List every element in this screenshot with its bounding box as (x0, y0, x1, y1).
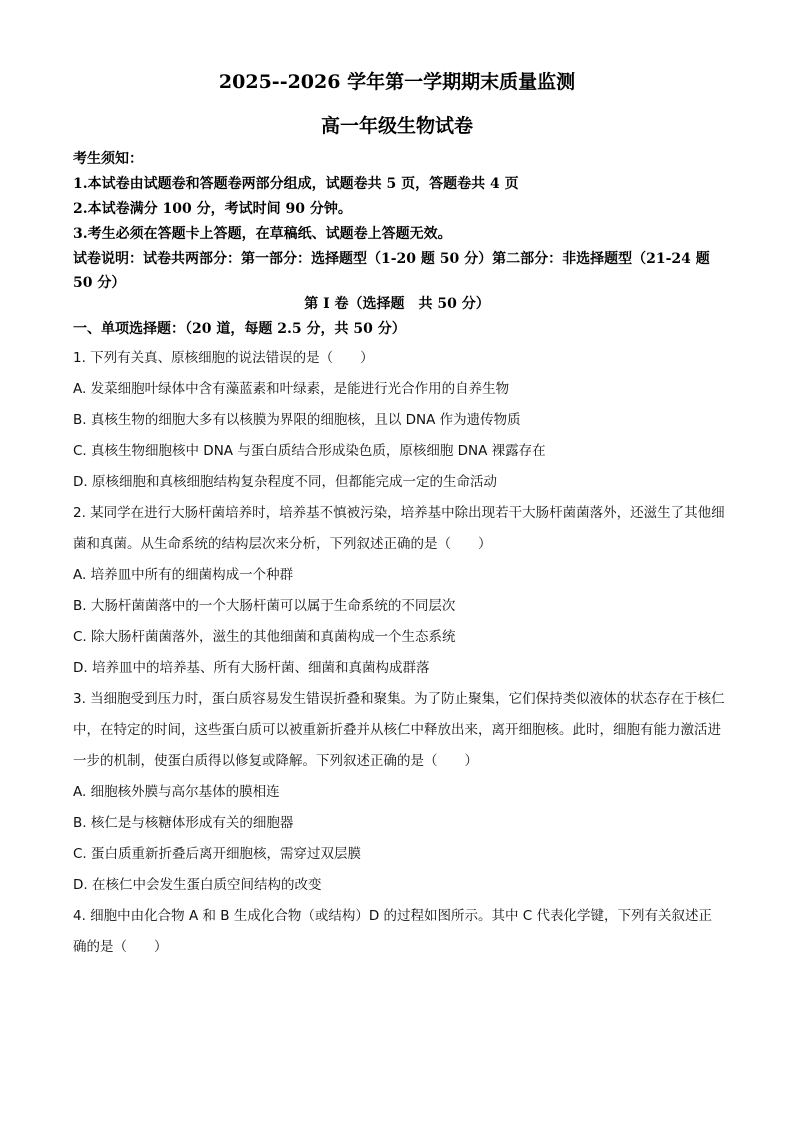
question-1 (73, 343, 725, 498)
candidate-notice (73, 147, 733, 295)
option-c: C. 真核生物细胞核中 DNA 与蛋白质结合形成染色质，原核细胞 DNA 裸露存在 (73, 443, 546, 459)
option-b: B. 真核生物的细胞大多有以核膜为界限的细胞核，且以 DNA 作为遗传物质 (73, 412, 521, 428)
exam-structure-note: 试卷说明：试卷共两部分：第一部分：选择题型（1-20 题 50 分）第二部分：非选择题型（21-24 题 50 分） (73, 251, 710, 291)
part-one-heading: 第 I 卷（选择题 共 50 分） (304, 296, 490, 312)
option-b: B. 核仁是与核糖体形成有关的细胞器 (73, 815, 294, 831)
question-2 (73, 498, 725, 684)
option-a: A. 细胞核外膜与高尔基体的膜相连 (73, 784, 280, 800)
option-a: A. 培养皿中所有的细菌构成一个种群 (73, 567, 294, 583)
question-4 (73, 901, 725, 963)
section-heading: 一、单项选择题：（20 道，每题 2.5 分，共 50 分） (73, 321, 406, 337)
exam-title: 2025--2026 学年第一学期期末质量监测 (218, 71, 576, 93)
option-d: D. 在核仁中会发生蛋白质空间结构的改变 (73, 877, 322, 893)
question-stem: 3. 当细胞受到压力时，蛋白质容易发生错误折叠和聚集。为了防止聚集，它们保持类似液体的状态存在于核仁中，在特定的时间，这些蛋白质可以被重新折叠并从核仁中释放出来，离开细胞核。此时，细胞有能力激活进一步的机制，使蛋白质得以修复或降解。下列叙述正确的是（ ） (73, 691, 725, 769)
option-d: D. 原核细胞和真核细胞结构复杂程度不同，但都能完成一定的生命活动 (73, 474, 497, 490)
question-stem: 2. 某同学在进行大肠杆菌培养时，培养基不慎被污染，培养基中除出现若干大肠杆菌菌落外，还滋生了其他细菌和真菌。从生命系统的结构层次来分析，下列叙述正确的是（ ） (73, 505, 725, 552)
option-c: C. 蛋白质重新折叠后离开细胞核，需穿过双层膜 (73, 846, 362, 862)
question-list (73, 343, 725, 963)
question-stem: 1. 下列有关真、原核细胞的说法错误的是（ ） (73, 350, 374, 366)
question-stem: 4. 细胞中由化合物 A 和 B 生成化合物（或结构）D 的过程如图所示。其中 C 代表化学键，下列有关叙述正确的是（ ） (73, 908, 713, 955)
notice-item-3: 3.考生必须在答题卡上答题，在草稿纸、试题卷上答题无效。 (73, 226, 452, 242)
option-a: A. 发菜细胞叶绿体中含有藻蓝素和叶绿素，是能进行光合作用的自养生物 (73, 381, 510, 397)
option-d: D. 培养皿中的培养基、所有大肠杆菌、细菌和真菌构成群落 (73, 660, 430, 676)
notice-item-1: 1.本试卷由试题卷和答题卷两部分组成，试题卷共 5 页，答题卷共 4 页 (73, 176, 519, 192)
option-b: B. 大肠杆菌菌落中的一个大肠杆菌可以属于生命系统的不同层次 (73, 598, 456, 614)
option-c: C. 除大肠杆菌菌落外，滋生的其他细菌和真菌构成一个生态系统 (73, 629, 456, 645)
exam-subtitle: 高一年级生物试卷 (320, 115, 473, 137)
notice-heading: 考生须知： (73, 151, 143, 167)
notice-item-2: 2.本试卷满分 100 分，考试时间 90 分钟。 (73, 201, 352, 217)
question-3 (73, 684, 725, 901)
